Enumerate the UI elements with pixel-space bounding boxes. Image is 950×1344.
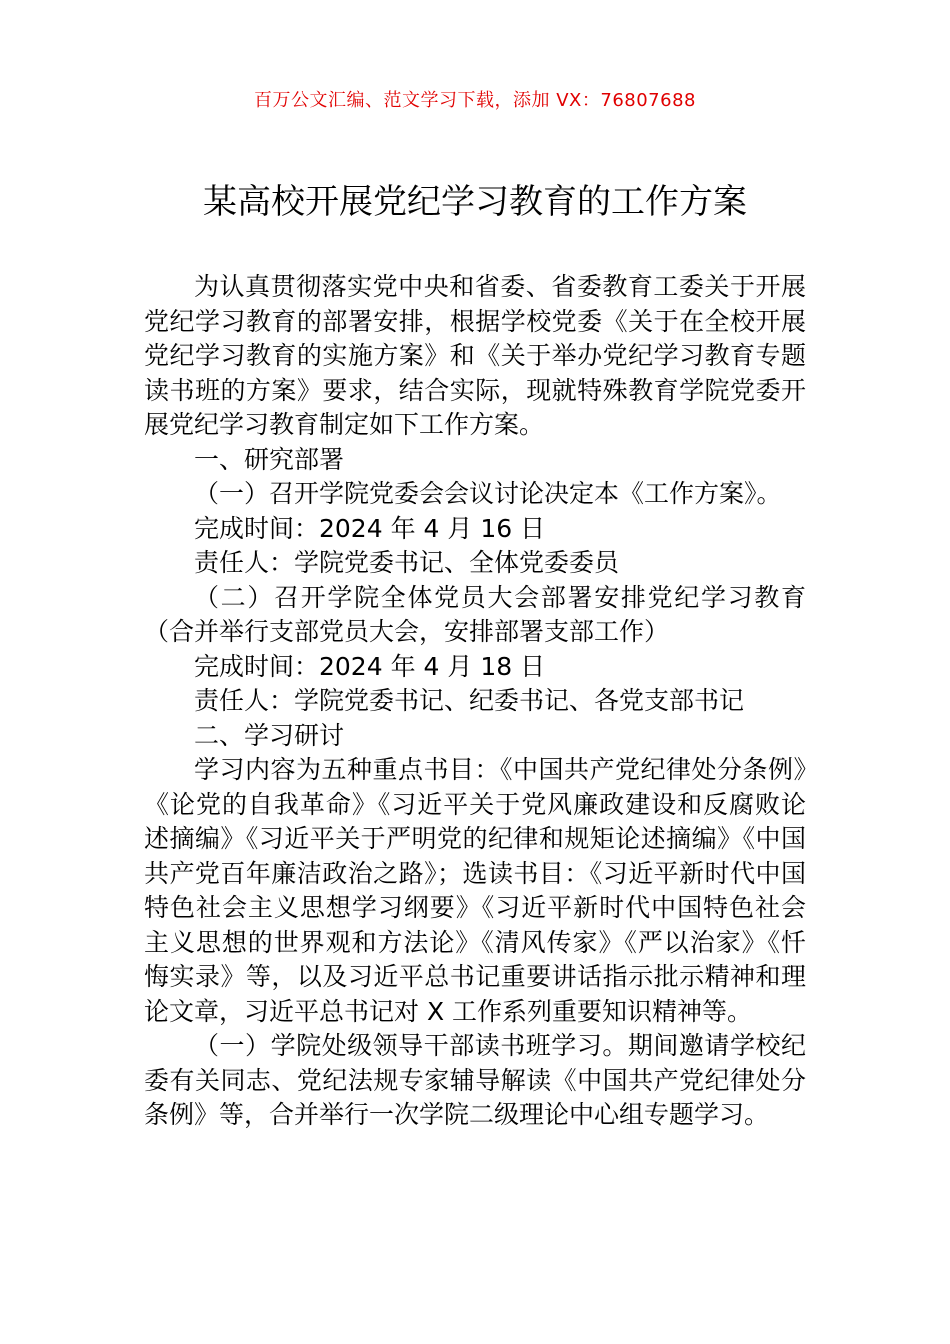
item-1-2: （二）召开学院全体党员大会部署安排党纪学习教育（合并举行支部党员大会，安排部署支部工作） xyxy=(144,582,806,646)
section-heading-2: 二、学习研讨 xyxy=(194,720,345,750)
responsible-person-2: 责任人：学院党委书记、纪委书记、各党支部书记 xyxy=(194,686,745,715)
document-body xyxy=(144,270,806,1133)
document-title: 某高校开展党纪学习教育的工作方案 xyxy=(203,182,747,222)
study-content-paragraph: 学习内容为五种重点书目：《中国共产党纪律处分条例》《论党的自我革命》《习近平关于党风廉政建设和反腐败论述摘编》《习近平关于严明党的纪律和规矩论述摘编》《中国共产党百年廉洁政治之路》；选读书目：《习近平新时代中国特色社会主义思想学习纲要》《习近平新时代中国特色社会主义思想的世界观和方法论》《清风传家》《严以治家》《忏悔实录》等，以及习近平总书记重要讲话指示批示精神和理论文章，习近平总书记对 X 工作系列重要知识精神等。 xyxy=(144,755,806,1026)
intro-paragraph: 为认真贯彻落实党中央和省委、省委教育工委关于开展党纪学习教育的部署安排，根据学校党委《关于在全校开展党纪学习教育的实施方案》和《关于举办党纪学习教育专题读书班的方案》要求，结合实际，现就特殊教育学院党委开展党纪学习教育制定如下工作方案。 xyxy=(144,272,806,439)
item-1-1: （一）召开学院党委会会议讨论决定本《工作方案》。 xyxy=(194,479,782,508)
responsible-person-1: 责任人：学院党委书记、全体党委委员 xyxy=(194,548,620,577)
section-heading-1: 一、研究部署 xyxy=(194,444,345,474)
completion-time-1: 完成时间：2024 年 4 月 16 日 xyxy=(194,513,546,543)
watermark-header: 百万公文汇编、范文学习下载，添加 VX：76807688 xyxy=(254,90,696,111)
item-2-1: （一）学院处级领导干部读书班学习。期间邀请学校纪委有关同志、党纪法规专家辅导解读《中国共产党纪律处分条例》等，合并举行一次学院二级理论中心组专题学习。 xyxy=(144,1031,806,1129)
completion-time-2: 完成时间：2024 年 4 月 18 日 xyxy=(194,651,546,681)
